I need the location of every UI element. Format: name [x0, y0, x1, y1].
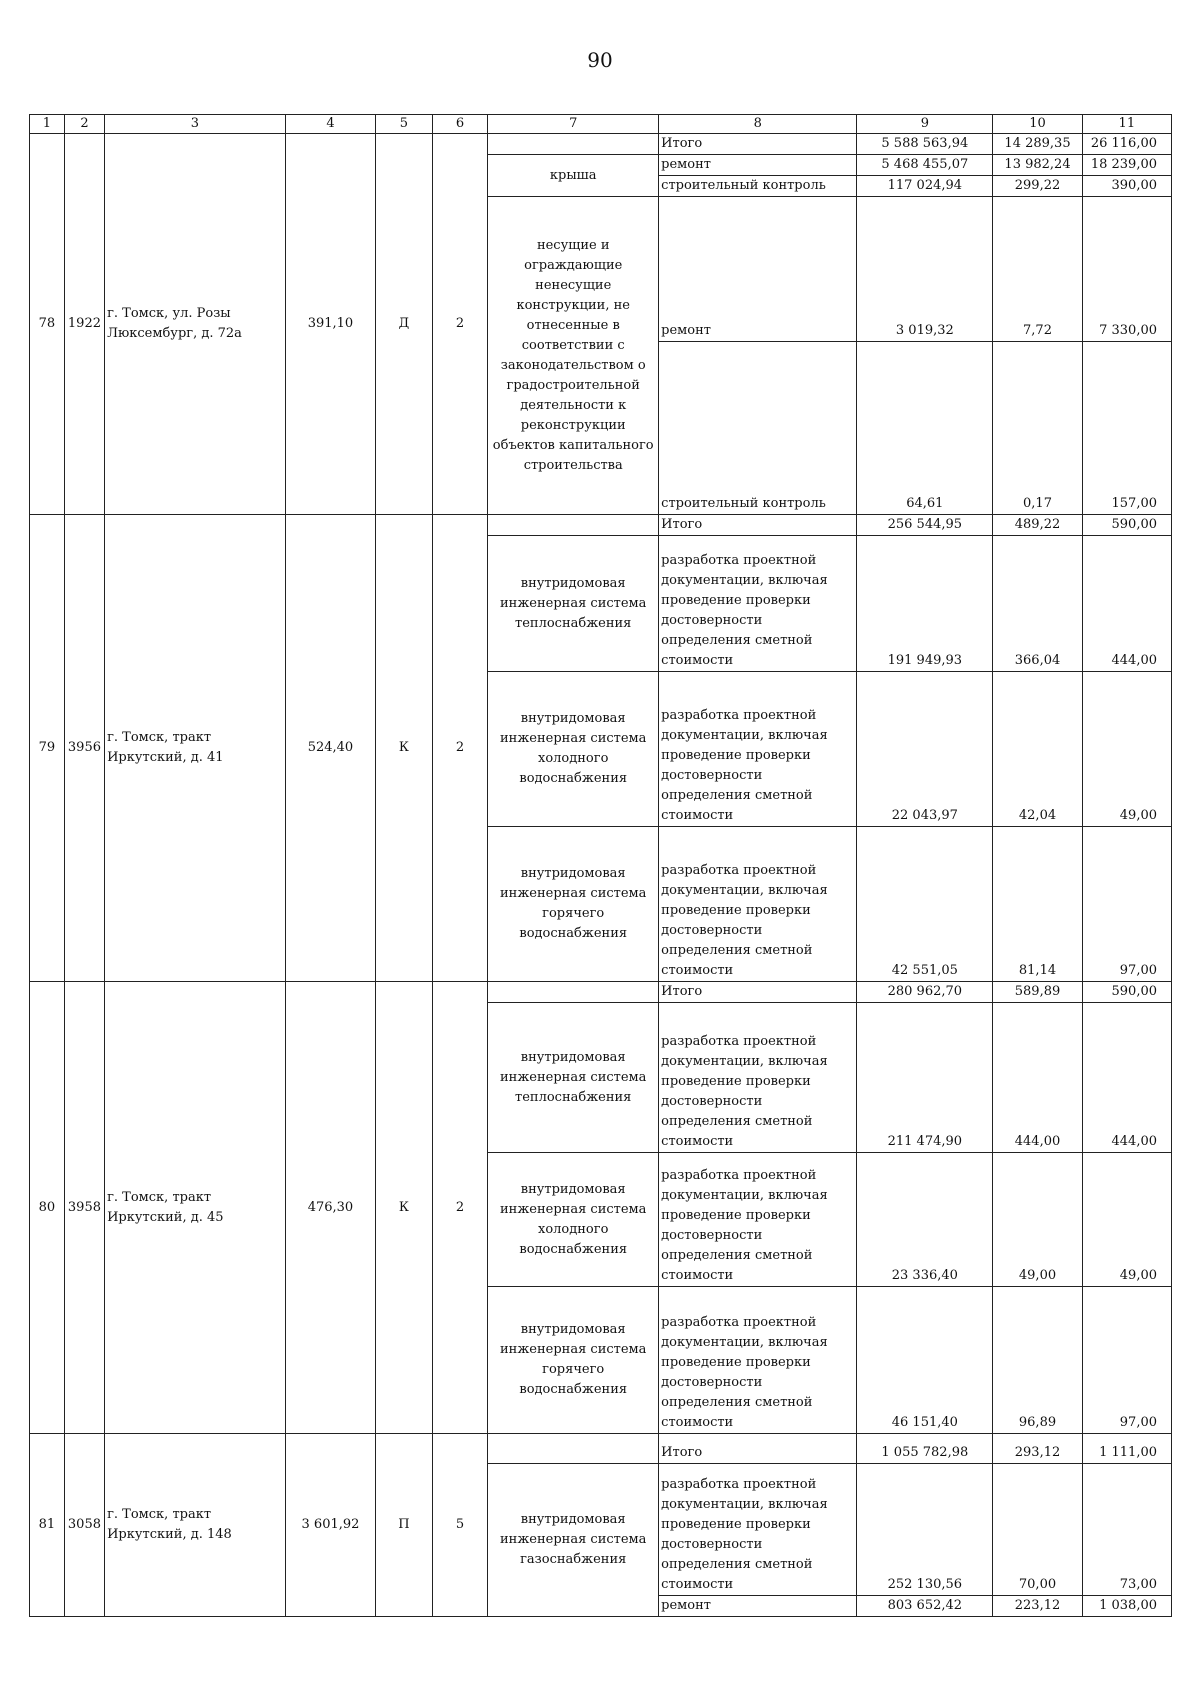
value-10: 299,22	[993, 176, 1082, 197]
value-10: 366,04	[993, 536, 1082, 672]
area: 3 601,92	[285, 1434, 375, 1617]
value-11: 7 330,00	[1082, 197, 1171, 342]
work-type: внутридомовая инженерная система холодного водоснабжения	[488, 1153, 659, 1287]
category-letter: Д	[376, 134, 433, 515]
work-type: внутридомовая инженерная система холодного водоснабжения	[488, 672, 659, 827]
work-label: ремонт	[659, 197, 857, 342]
work-label: разработка проектной документации, включая проведение проверки достоверности определения сметной стоимости	[659, 827, 857, 982]
value-10: 49,00	[993, 1153, 1082, 1287]
page-number: 90	[587, 48, 613, 72]
work-label: разработка проектной документации, включая проведение проверки достоверности определения сметной стоимости	[659, 536, 857, 672]
value-9: 117 024,94	[857, 176, 993, 197]
value-11: 73,00	[1082, 1464, 1171, 1596]
value-9: 22 043,97	[857, 672, 993, 827]
work-label: разработка проектной документации, включая проведение проверки достоверности определения сметной стоимости	[659, 1153, 857, 1287]
area: 391,10	[285, 134, 375, 515]
work-label: строительный контроль	[659, 176, 857, 197]
work-type-empty	[488, 515, 659, 536]
column-header: 11	[1082, 115, 1171, 134]
column-header: 6	[432, 115, 488, 134]
work-type: внутридомовая инженерная система газоснабжения	[488, 1464, 659, 1617]
table-row	[30, 982, 1172, 1003]
house-code: 3956	[64, 515, 104, 982]
floors: 2	[432, 982, 488, 1434]
house-code: 3958	[64, 982, 104, 1434]
table-row	[30, 1434, 1172, 1464]
value-9: 5 468 455,07	[857, 155, 993, 176]
work-label: разработка проектной документации, включая проведение проверки достоверности определения сметной стоимости	[659, 1464, 857, 1596]
value-11: 49,00	[1082, 1153, 1171, 1287]
value-10: 96,89	[993, 1287, 1082, 1434]
value-11: 444,00	[1082, 536, 1171, 672]
value-11: 49,00	[1082, 672, 1171, 827]
area: 524,40	[285, 515, 375, 982]
total-value-9: 256 544,95	[857, 515, 993, 536]
value-10: 42,04	[993, 672, 1082, 827]
table-row	[30, 515, 1172, 536]
value-9: 3 019,32	[857, 197, 993, 342]
total-value-10: 293,12	[993, 1434, 1082, 1464]
total-value-10: 489,22	[993, 515, 1082, 536]
value-10: 7,72	[993, 197, 1082, 342]
floors: 5	[432, 1434, 488, 1617]
category-letter: К	[376, 515, 433, 982]
work-type: несущие и ограждающие ненесущие конструкции, не отнесенные в соответствии с законодательством о градостроительной деятельности к реконструкции объектов капитального строительства	[488, 197, 659, 515]
total-label: Итого	[659, 982, 857, 1003]
value-11: 390,00	[1082, 176, 1171, 197]
total-value-11: 590,00	[1082, 515, 1171, 536]
value-9: 42 551,05	[857, 827, 993, 982]
total-label: Итого	[659, 515, 857, 536]
value-11: 157,00	[1082, 342, 1171, 515]
total-value-9: 280 962,70	[857, 982, 993, 1003]
column-header: 7	[488, 115, 659, 134]
category-letter: К	[376, 982, 433, 1434]
total-value-11: 590,00	[1082, 982, 1171, 1003]
value-9: 803 652,42	[857, 1596, 993, 1617]
column-header: 9	[857, 115, 993, 134]
floors: 2	[432, 515, 488, 982]
work-label: ремонт	[659, 155, 857, 176]
row-number: 79	[30, 515, 65, 982]
value-10: 13 982,24	[993, 155, 1082, 176]
row-number: 80	[30, 982, 65, 1434]
address: г. Томск, тракт Иркутский, д. 148	[105, 1434, 286, 1617]
house-code: 3058	[64, 1434, 104, 1617]
value-11: 97,00	[1082, 827, 1171, 982]
value-10: 0,17	[993, 342, 1082, 515]
total-label: Итого	[659, 134, 857, 155]
value-10: 223,12	[993, 1596, 1082, 1617]
value-10: 70,00	[993, 1464, 1082, 1596]
column-header: 1	[30, 115, 65, 134]
category-letter: П	[376, 1434, 433, 1617]
work-label: строительный контроль	[659, 342, 857, 515]
work-type: внутридомовая инженерная система горячего водоснабжения	[488, 1287, 659, 1434]
value-9: 23 336,40	[857, 1153, 993, 1287]
value-11: 444,00	[1082, 1003, 1171, 1153]
work-type-empty	[488, 1434, 659, 1464]
total-value-10: 589,89	[993, 982, 1082, 1003]
work-type: внутридомовая инженерная система горячего водоснабжения	[488, 827, 659, 982]
value-11: 97,00	[1082, 1287, 1171, 1434]
value-9: 252 130,56	[857, 1464, 993, 1596]
work-type: внутридомовая инженерная система теплоснабжения	[488, 536, 659, 672]
work-type: внутридомовая инженерная система теплоснабжения	[488, 1003, 659, 1153]
total-value-9: 5 588 563,94	[857, 134, 993, 155]
total-label: Итого	[659, 1434, 857, 1464]
table-row	[30, 134, 1172, 155]
header-row	[30, 115, 1172, 134]
address: г. Томск, тракт Иркутский, д. 45	[105, 982, 286, 1434]
column-header: 10	[993, 115, 1082, 134]
total-value-9: 1 055 782,98	[857, 1434, 993, 1464]
work-label: разработка проектной документации, включая проведение проверки достоверности определения сметной стоимости	[659, 1287, 857, 1434]
value-9: 46 151,40	[857, 1287, 993, 1434]
total-value-10: 14 289,35	[993, 134, 1082, 155]
value-11: 18 239,00	[1082, 155, 1171, 176]
column-header: 4	[285, 115, 375, 134]
work-type: крыша	[488, 155, 659, 197]
area: 476,30	[285, 982, 375, 1434]
row-number: 78	[30, 134, 65, 515]
value-9: 64,61	[857, 342, 993, 515]
work-label: разработка проектной документации, включая проведение проверки достоверности определения сметной стоимости	[659, 672, 857, 827]
value-11: 1 038,00	[1082, 1596, 1171, 1617]
column-header: 2	[64, 115, 104, 134]
value-10: 444,00	[993, 1003, 1082, 1153]
work-label: разработка проектной документации, включая проведение проверки достоверности определения сметной стоимости	[659, 1003, 857, 1153]
column-header: 5	[376, 115, 433, 134]
total-value-11: 1 111,00	[1082, 1434, 1171, 1464]
work-label: ремонт	[659, 1596, 857, 1617]
column-header: 8	[659, 115, 857, 134]
address: г. Томск, тракт Иркутский, д. 41	[105, 515, 286, 982]
capital-repair-table	[29, 114, 1172, 1617]
column-header: 3	[105, 115, 286, 134]
value-9: 211 474,90	[857, 1003, 993, 1153]
row-number: 81	[30, 1434, 65, 1617]
work-type-empty	[488, 982, 659, 1003]
floors: 2	[432, 134, 488, 515]
value-9: 191 949,93	[857, 536, 993, 672]
work-type-empty	[488, 134, 659, 155]
address: г. Томск, ул. Розы Люксембург, д. 72а	[105, 134, 286, 515]
value-10: 81,14	[993, 827, 1082, 982]
house-code: 1922	[64, 134, 104, 515]
total-value-11: 26 116,00	[1082, 134, 1171, 155]
